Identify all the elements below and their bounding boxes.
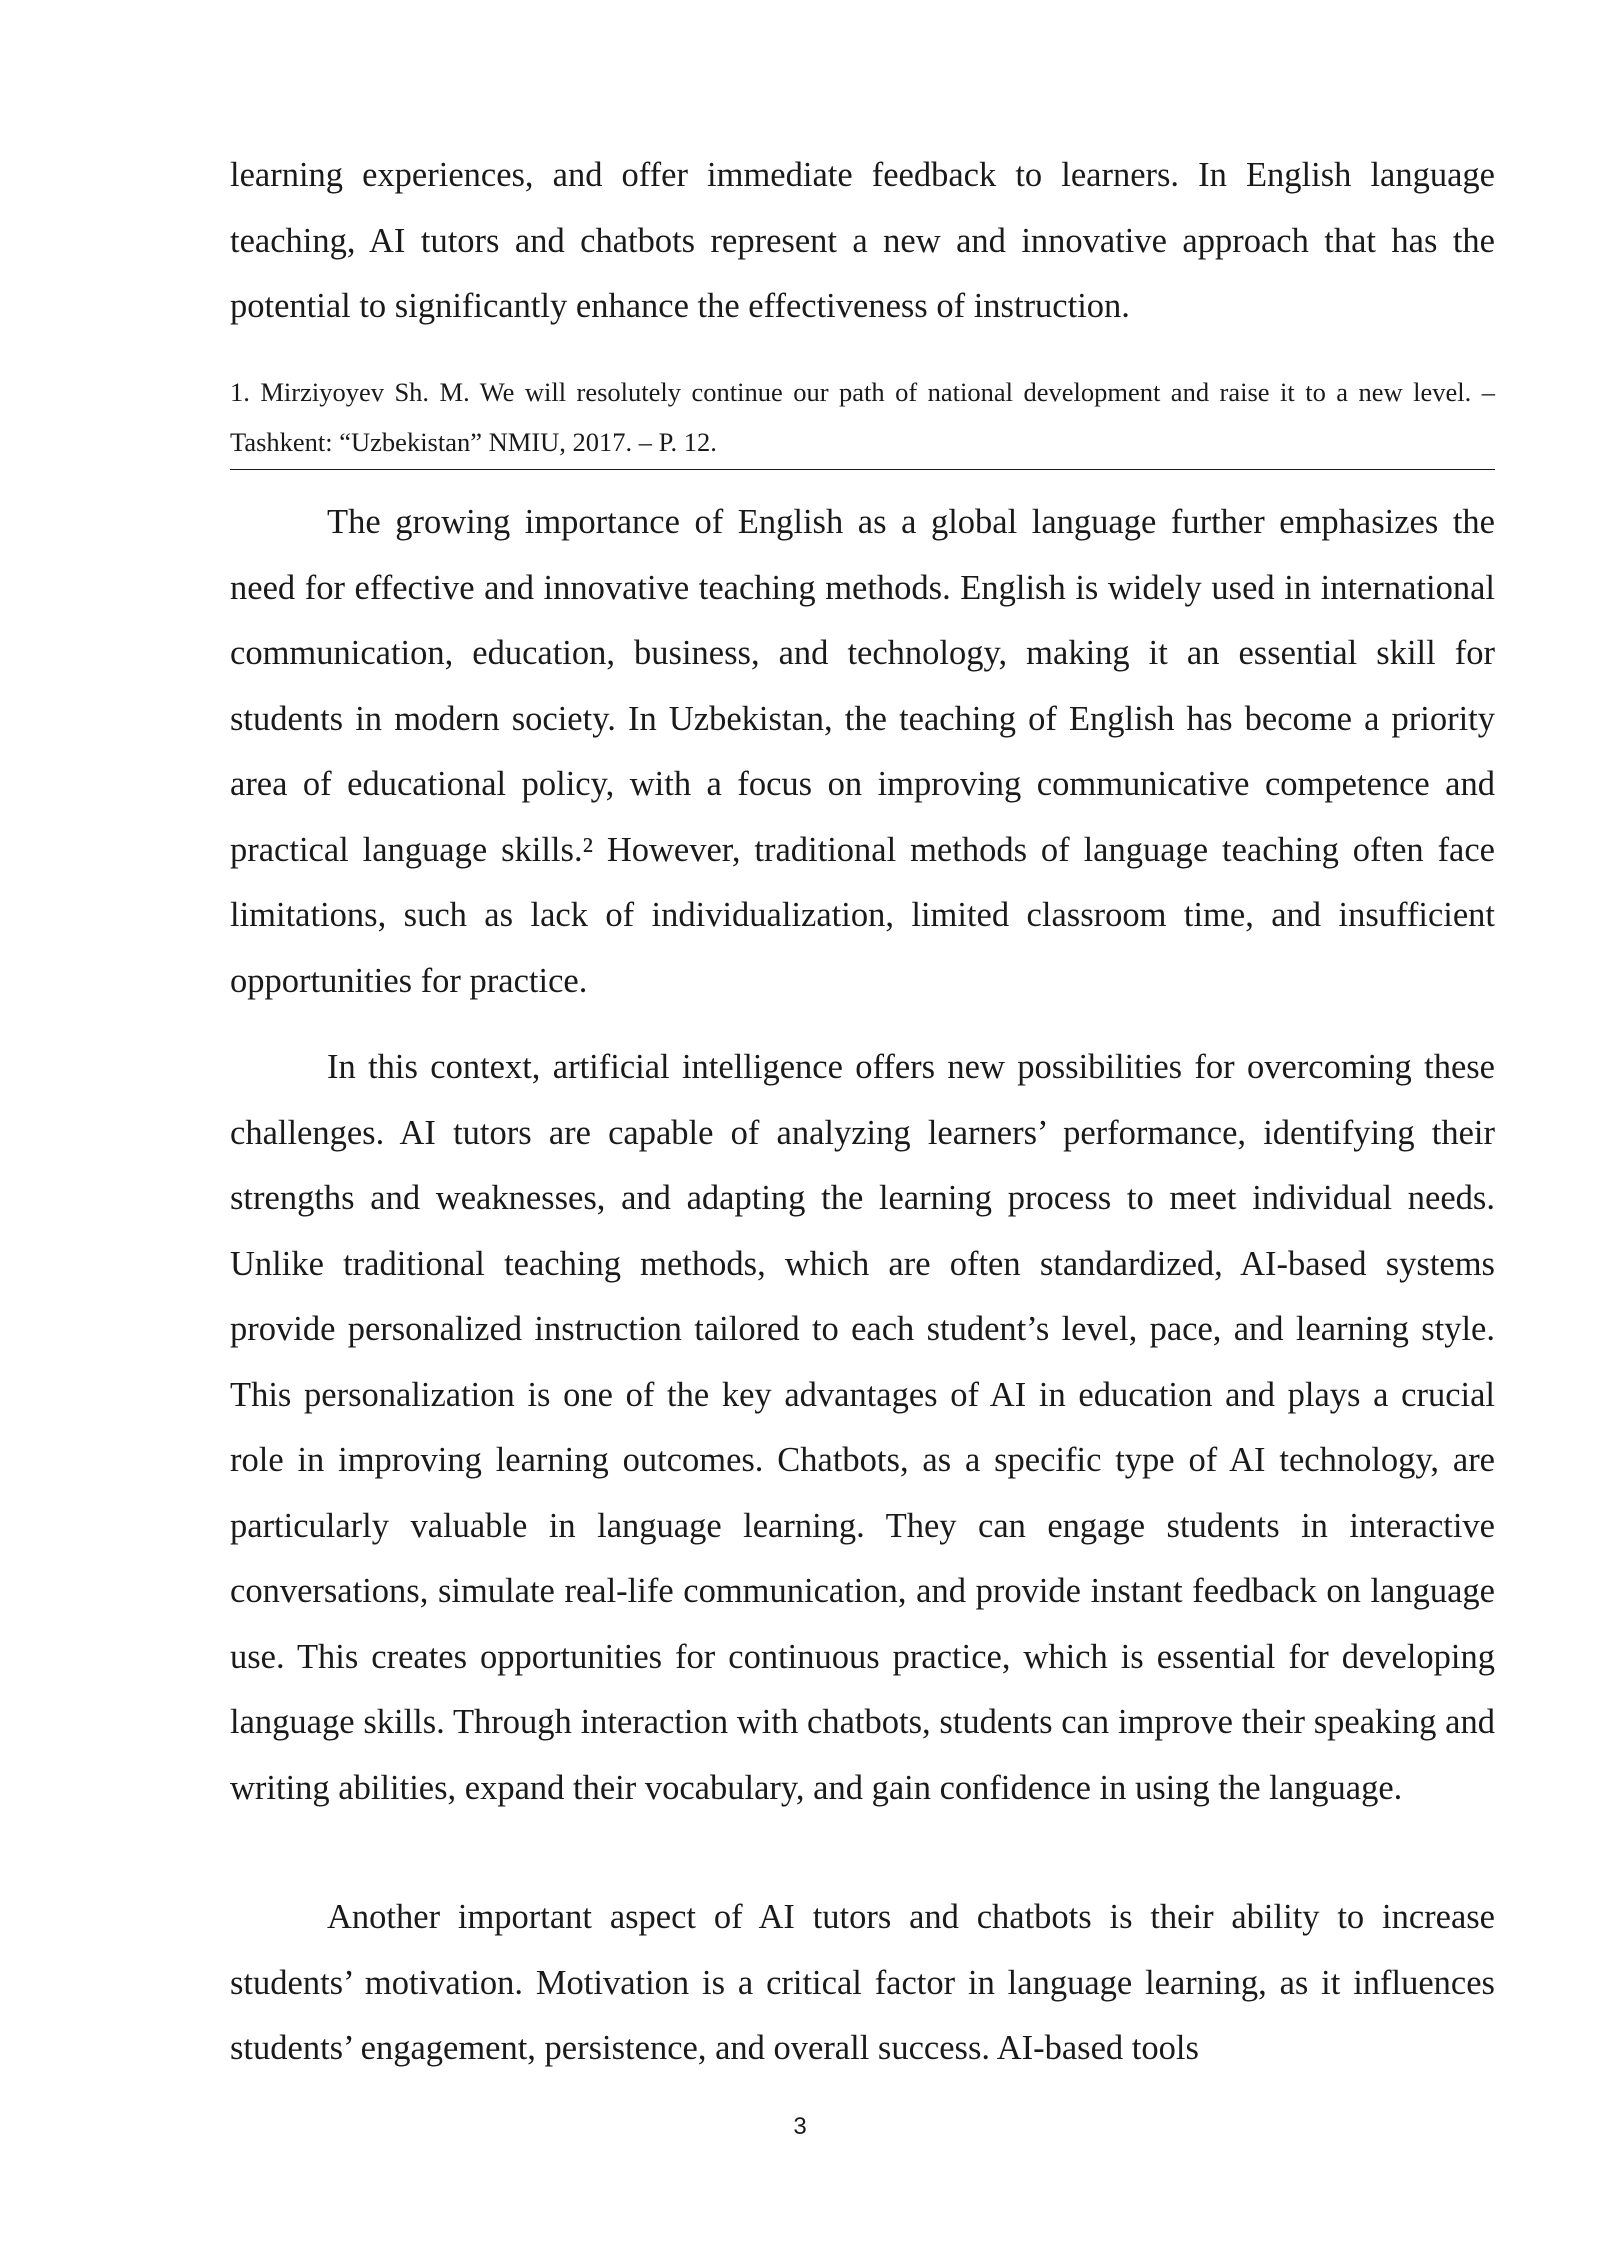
page-number: 3 [793,2113,807,2140]
intro-paragraph: learning experiences, and offer immediate feedback to learners. In English language teaching, AI tutors and chatbots represent a new and innovative approach that has the potential to significantly enhance the effectiveness of instruction. [230,156,1495,325]
body-paragraph: In this context, artificial intelligence offers new possibilities for overcoming these challenges. AI tutors are capable of analyzing learners’ performance, identifying their strengths and weaknesses, and adapting the learning process to meet individual needs. Unlike traditional teaching methods, which are often standardized, AI-based systems provide personalized instruction tailored to each student’s level, pace, and learning style. This personalization is one of the key advantages of AI in education and plays a crucial role in improving learning outcomes. Chatbots, as a specific type of AI technology, are particularly valuable in language learning. They can engage students in interactive conversations, simulate real-life communication, and provide instant feedback on language use. This creates opportunities for continuous practice, which is essential for developing language skills. Through interaction with chatbots, students can improve their speaking and writing abilities, expand their vocabulary, and gain confidence in using the language. [230,1048,1495,1807]
footnote: 1. Mirziyoyev Sh. M. We will resolutely continue our path of national development and raise it to a new level. – Tashkent: “Uzbekistan” NMIU, 2017. – P. 12. [230,367,1495,470]
body-paragraph: The growing importance of English as a global language further emphasizes the need for effective and innovative teaching methods. English is widely used in international communication, education, business, and technology, making it an essential skill for students in modern society. In Uzbekistan, the teaching of English has become a priority area of educational policy, with a focus on improving communicative competence and practical language skills.² However, traditional methods of language teaching often face limitations, such as lack of individualization, limited classroom time, and insufficient opportunities for practice. [230,503,1495,1000]
body-paragraph: Another important aspect of AI tutors and chatbots is their ability to increase students’ motivation. Motivation is a critical factor in language learning, as it influences students’ engagement, persistence, and overall success. AI-based tools [230,1898,1495,2067]
